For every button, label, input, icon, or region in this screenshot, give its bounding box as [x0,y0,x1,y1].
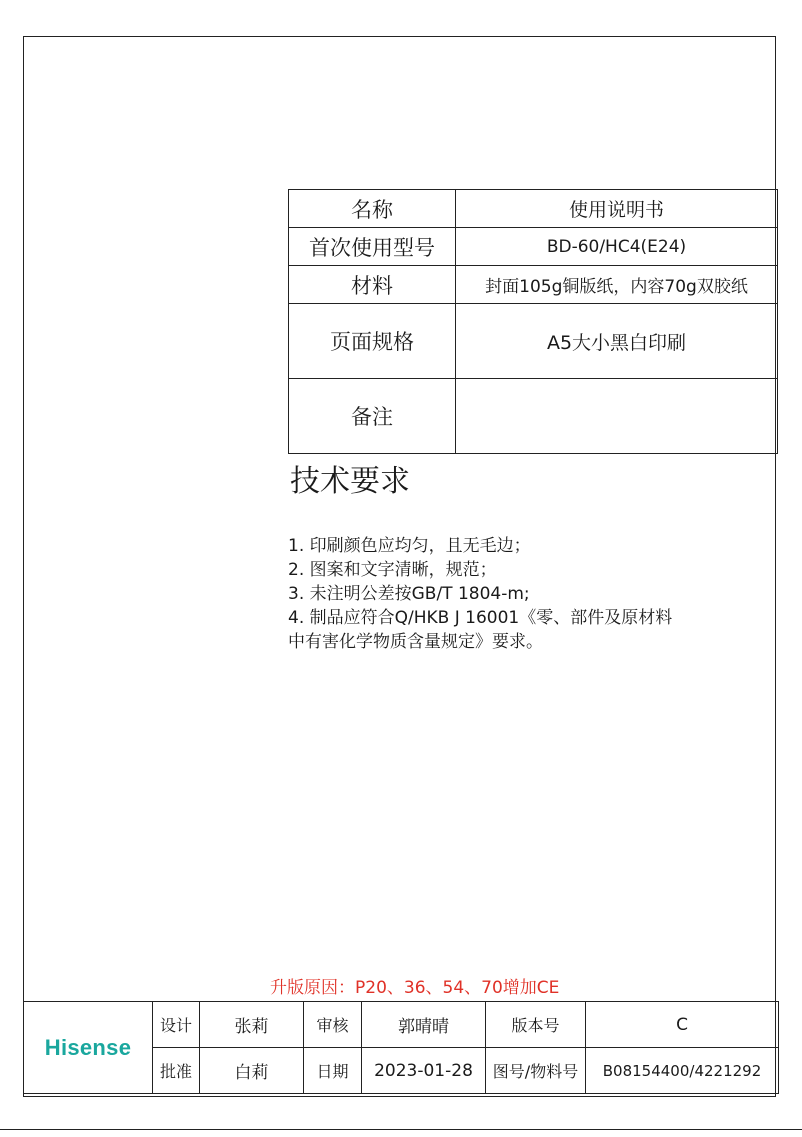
spec-label: 材料 [289,266,456,304]
requirement-item: 中有害化学物质含量规定》要求。 [288,632,543,652]
logo-cell [24,1002,153,1094]
requirement-item: 3. 未注明公差按GB/T 1804-m; [288,584,530,604]
design-label: 设计 [153,1002,200,1048]
spec-row-remarks [289,379,778,454]
date-value: 2023-01-28 [362,1048,486,1094]
spec-label: 页面规格 [289,304,456,379]
approver-name: 白莉 [200,1048,304,1094]
spec-table [288,189,778,454]
spec-value: A5大小黑白印刷 [456,304,778,379]
requirement-item: 2. 图案和文字清晰，规范； [288,560,497,580]
spec-value: 使用说明书 [456,190,778,228]
requirement-item: 1. 印刷颜色应均匀，且无毛边； [288,536,531,556]
version-value: C [586,1002,779,1048]
revision-note: 升版原因：P20、36、54、70增加CE [270,978,560,998]
version-label: 版本号 [486,1002,586,1048]
title-block [23,1001,779,1094]
spec-row-page-format [289,304,778,379]
spec-row-model [289,228,778,266]
designer-name: 张莉 [200,1002,304,1048]
spec-value: 封面105g铜版纸，内容70g双胶纸 [456,266,778,304]
tech-requirements-title: 技术要求 [290,464,410,499]
spec-label: 备注 [289,379,456,454]
spec-row-name [289,190,778,228]
reviewer-name: 郭晴晴 [362,1002,486,1048]
review-label: 审核 [304,1002,362,1048]
spec-value [456,379,778,454]
approve-label: 批准 [153,1048,200,1094]
tech-requirements-list [288,534,672,654]
date-label: 日期 [304,1048,362,1094]
spec-label: 首次使用型号 [289,228,456,266]
drawing-number-value: B08154400/4221292 [586,1048,779,1094]
drawing-number-label: 图号/物料号 [486,1048,586,1094]
requirement-item: 4. 制品应符合Q/HKB J 16001《零、部件及原材料 [288,608,673,628]
spec-label: 名称 [289,190,456,228]
hisense-logo: Hisense [44,1034,132,1060]
spec-value: BD-60/HC4(E24) [456,228,778,266]
spec-row-material [289,266,778,304]
